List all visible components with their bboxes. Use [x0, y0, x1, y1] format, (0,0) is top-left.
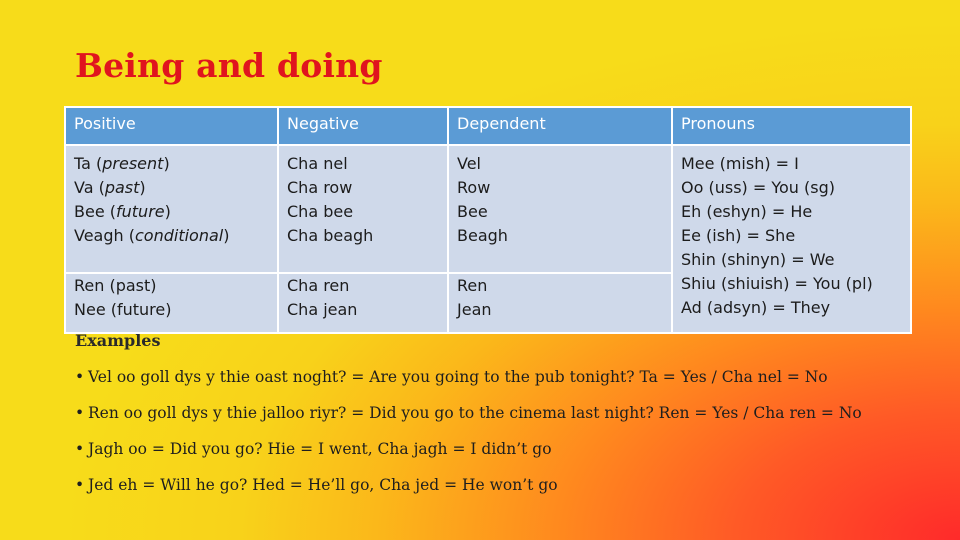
examples-list: [75, 366, 862, 510]
list-item: [75, 438, 862, 474]
positive-form: Va (past): [74, 178, 146, 197]
negative-form: Cha row: [287, 178, 353, 197]
list-item: [75, 366, 862, 402]
pronoun-entry: Shin (shinyn) = We: [681, 250, 835, 269]
example-text: Jed eh = Will he go? Hed = He’ll go, Cha jed = He won’t go: [88, 476, 558, 494]
bullet-icon: •: [75, 476, 85, 494]
positive-form: Nee (future): [74, 300, 172, 320]
header-negative: Negative: [278, 107, 448, 145]
negative-cell: [278, 273, 448, 333]
dependent-cell: [448, 145, 672, 273]
bullet-icon: •: [75, 368, 85, 386]
header-dependent: Dependent: [448, 107, 672, 145]
negative-form: Cha ren: [287, 276, 350, 296]
dependent-form: Row: [457, 178, 491, 197]
header-positive: Positive: [65, 107, 278, 145]
positive-cell: [65, 273, 278, 333]
header-pronouns: Pronouns: [672, 107, 911, 145]
grammar-table: [64, 106, 912, 334]
dependent-form: Jean: [457, 300, 492, 320]
negative-form: Cha nel: [287, 154, 348, 173]
negative-form: Cha bee: [287, 202, 354, 221]
dependent-form: Beagh: [457, 226, 508, 245]
example-text: Vel oo goll dys y thie oast noght? = Are you going to the pub tonight? Ta = Yes / Cha nel = No: [88, 368, 828, 386]
pronouns-cell: [672, 145, 911, 333]
example-text: Jagh oo = Did you go? Hie = I went, Cha jagh = I didn’t go: [88, 440, 552, 458]
list-item: [75, 474, 862, 510]
dependent-form: Vel: [457, 154, 481, 173]
pronoun-entry: Ad (adsyn) = They: [681, 298, 831, 317]
bullet-icon: •: [75, 440, 85, 458]
negative-form: Cha jean: [287, 300, 358, 320]
dependent-cell: [448, 273, 672, 333]
pronoun-entry: Eh (eshyn) = He: [681, 202, 813, 221]
pronoun-entry: Shiu (shiuish) = You (pl): [681, 274, 873, 293]
pronoun-entry: Mee (mish) = I: [681, 154, 799, 173]
examples-heading: Examples: [75, 331, 161, 350]
positive-form: Ta (present): [74, 154, 170, 173]
negative-cell: [278, 145, 448, 273]
positive-form: Bee (future): [74, 202, 171, 221]
slide-title: Being and doing: [75, 46, 383, 85]
dependent-form: Bee: [457, 202, 488, 221]
table-row: [65, 145, 911, 273]
list-item: [75, 402, 862, 438]
table-header-row: [65, 107, 911, 145]
positive-form: Ren (past): [74, 276, 157, 296]
example-text: Ren oo goll dys y thie jalloo riyr? = Did you go to the cinema last night? Ren = Yes / Cha ren = No: [88, 404, 862, 422]
bullet-icon: •: [75, 404, 85, 422]
negative-form: Cha beagh: [287, 226, 374, 245]
pronoun-entry: Oo (uss) = You (sg): [681, 178, 835, 197]
pronoun-entry: Ee (ish) = She: [681, 226, 796, 245]
positive-form: Veagh (conditional): [74, 226, 230, 245]
positive-cell: [65, 145, 278, 273]
dependent-form: Ren: [457, 276, 488, 296]
